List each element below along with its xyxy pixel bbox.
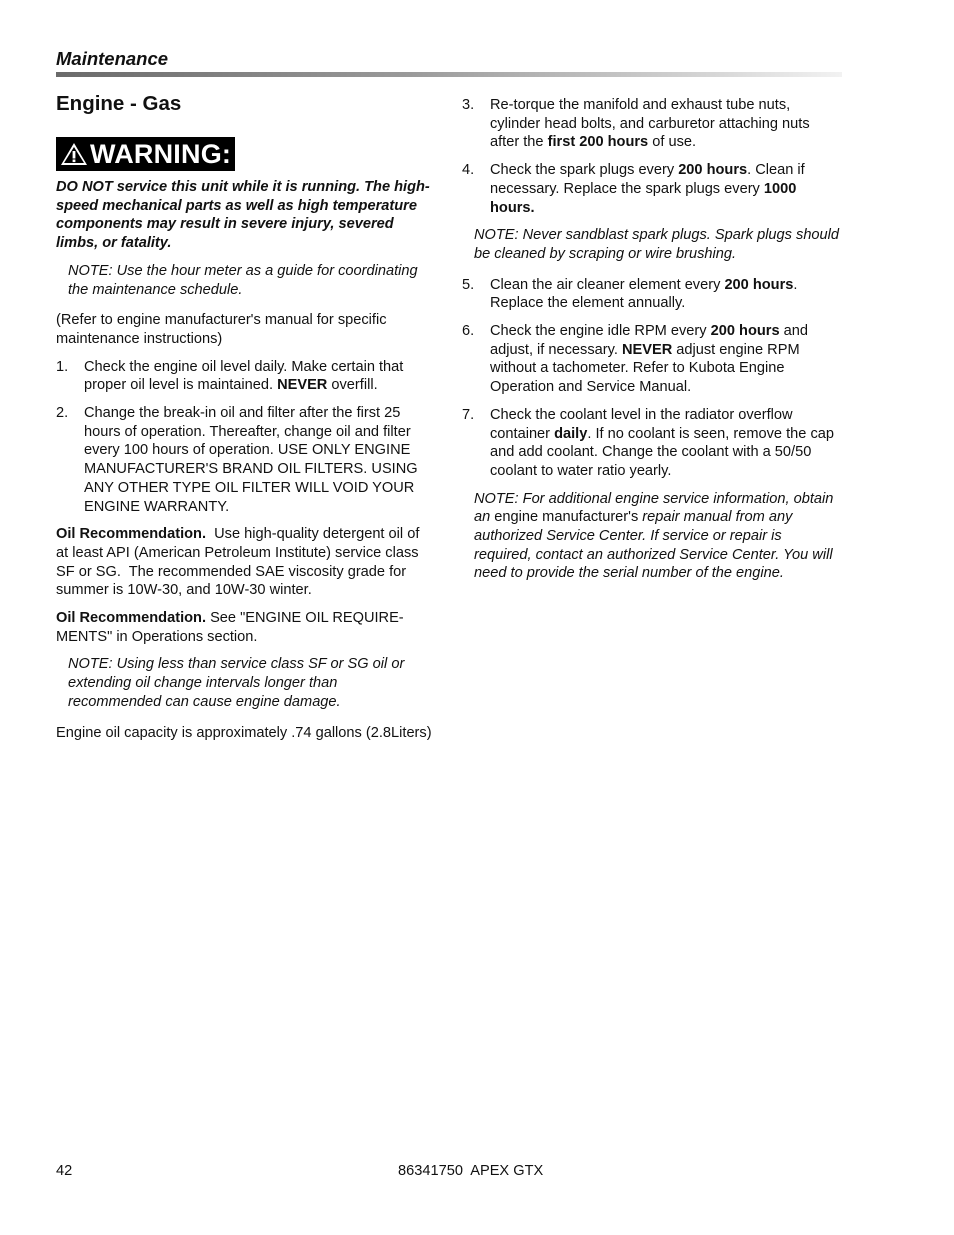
document-id: 86341750 APEX GTX (398, 1163, 544, 1179)
oil-capacity: Engine oil capacity is approximately .74 gallons (2.8Liters) (56, 724, 432, 741)
list-item-4 (462, 161, 842, 217)
list-item-2 (56, 404, 434, 516)
note-hour-meter: NOTE: Use the hour meter as a guide for coordinating the maintenance schedule. (68, 262, 418, 298)
item-text: Check the engine oil level daily. Make certain that proper oil level is maintained. NEVER overfill. (84, 358, 404, 394)
item-number: 3. (462, 97, 475, 113)
warning-label: WARNING: (90, 139, 232, 169)
oil-recommendation-1: Oil Recommendation. Use high-quality detergent oil of at least API (American Petroleum Institute) service class SF or SG. The recommended SAE viscosity grade for summer is 10W-30, and 10W-30 winter. (56, 526, 424, 599)
item-text: Check the engine idle RPM every 200 hours and adjust, if necessary. NEVER adjust engine RPM without a tachometer. Refer to Kubota Engine Operation and Service Manual. (490, 323, 808, 396)
header-divider (56, 72, 842, 77)
warning-text: DO NOT service this unit while it is running. The high-speed mechanical parts as well as high temperature components may result in severe injury, severed limbs, or fatality. (56, 179, 430, 252)
warning-triangle-icon (60, 142, 88, 166)
item-number: 2. (56, 405, 69, 422)
note-spark-plugs: NOTE: Never sandblast spark plugs. Spark plugs should be cleaned by scraping or wire brushing. (474, 227, 840, 262)
item-text: Clean the air cleaner element every 200 hours. Replace the element annually. (490, 276, 798, 312)
left-column (56, 137, 434, 751)
right-column (462, 96, 842, 595)
warning-banner (56, 137, 235, 171)
item-text: Re-torque the manifold and exhaust tube nuts, cylinder head bolts, and carburetor attaching nuts after the first 200 hours of use. (490, 97, 810, 151)
note-oil-class: NOTE: Using less than service class SF or SG oil or extending oil change intervals longer than recommended can cause engine damage. (68, 656, 405, 710)
item-text: Check the coolant level in the radiator overflow container daily. If no coolant is seen, remove the cap and add coolant. Change the coolant with a 50/50 coolant to water ratio yearly. (490, 406, 834, 479)
oil-recommendation-2: Oil Recommendation. See "ENGINE OIL REQUIRE-MENTS" in Operations section. (56, 610, 404, 645)
page-number: 42 (56, 1163, 73, 1179)
item-number: 5. (462, 276, 475, 293)
list-item-1 (56, 358, 434, 395)
item-number: 1. (56, 358, 69, 375)
list-item-6 (462, 322, 842, 397)
item-number: 7. (462, 406, 475, 423)
list-item-5 (462, 276, 842, 313)
section-header: Maintenance (56, 48, 169, 69)
list-item-3 (462, 96, 842, 152)
item-text: Change the break-in oil and filter after the first 25 hours of operation. Thereafter, change oil and filter every 100 hours of operation. USE ONLY ENGINE MANUFACTURER'S BRAND OIL FILTERS. USING ANY OTHER TYPE OIL FILTER WILL VOID YOUR ENGINE WARRANTY. (84, 405, 418, 515)
item-text: Check the spark plugs every 200 hours. Clean if necessary. Replace the spark plugs every 1000 hours. (490, 162, 805, 216)
item-number: 4. (462, 162, 475, 179)
note-additional-service: NOTE: For additional engine service information, obtain an engine manufacturer's repair manual from any authorized Service Center. If service or repair is required, contact an authorized Service Center. You will need to provide the serial number of the engine. (474, 490, 834, 582)
refer-text: (Refer to engine manufacturer's manual for specific maintenance instructions) (56, 312, 387, 347)
list-item-7 (462, 406, 842, 481)
item-number: 6. (462, 323, 475, 340)
page-title: Engine - Gas (56, 92, 182, 115)
